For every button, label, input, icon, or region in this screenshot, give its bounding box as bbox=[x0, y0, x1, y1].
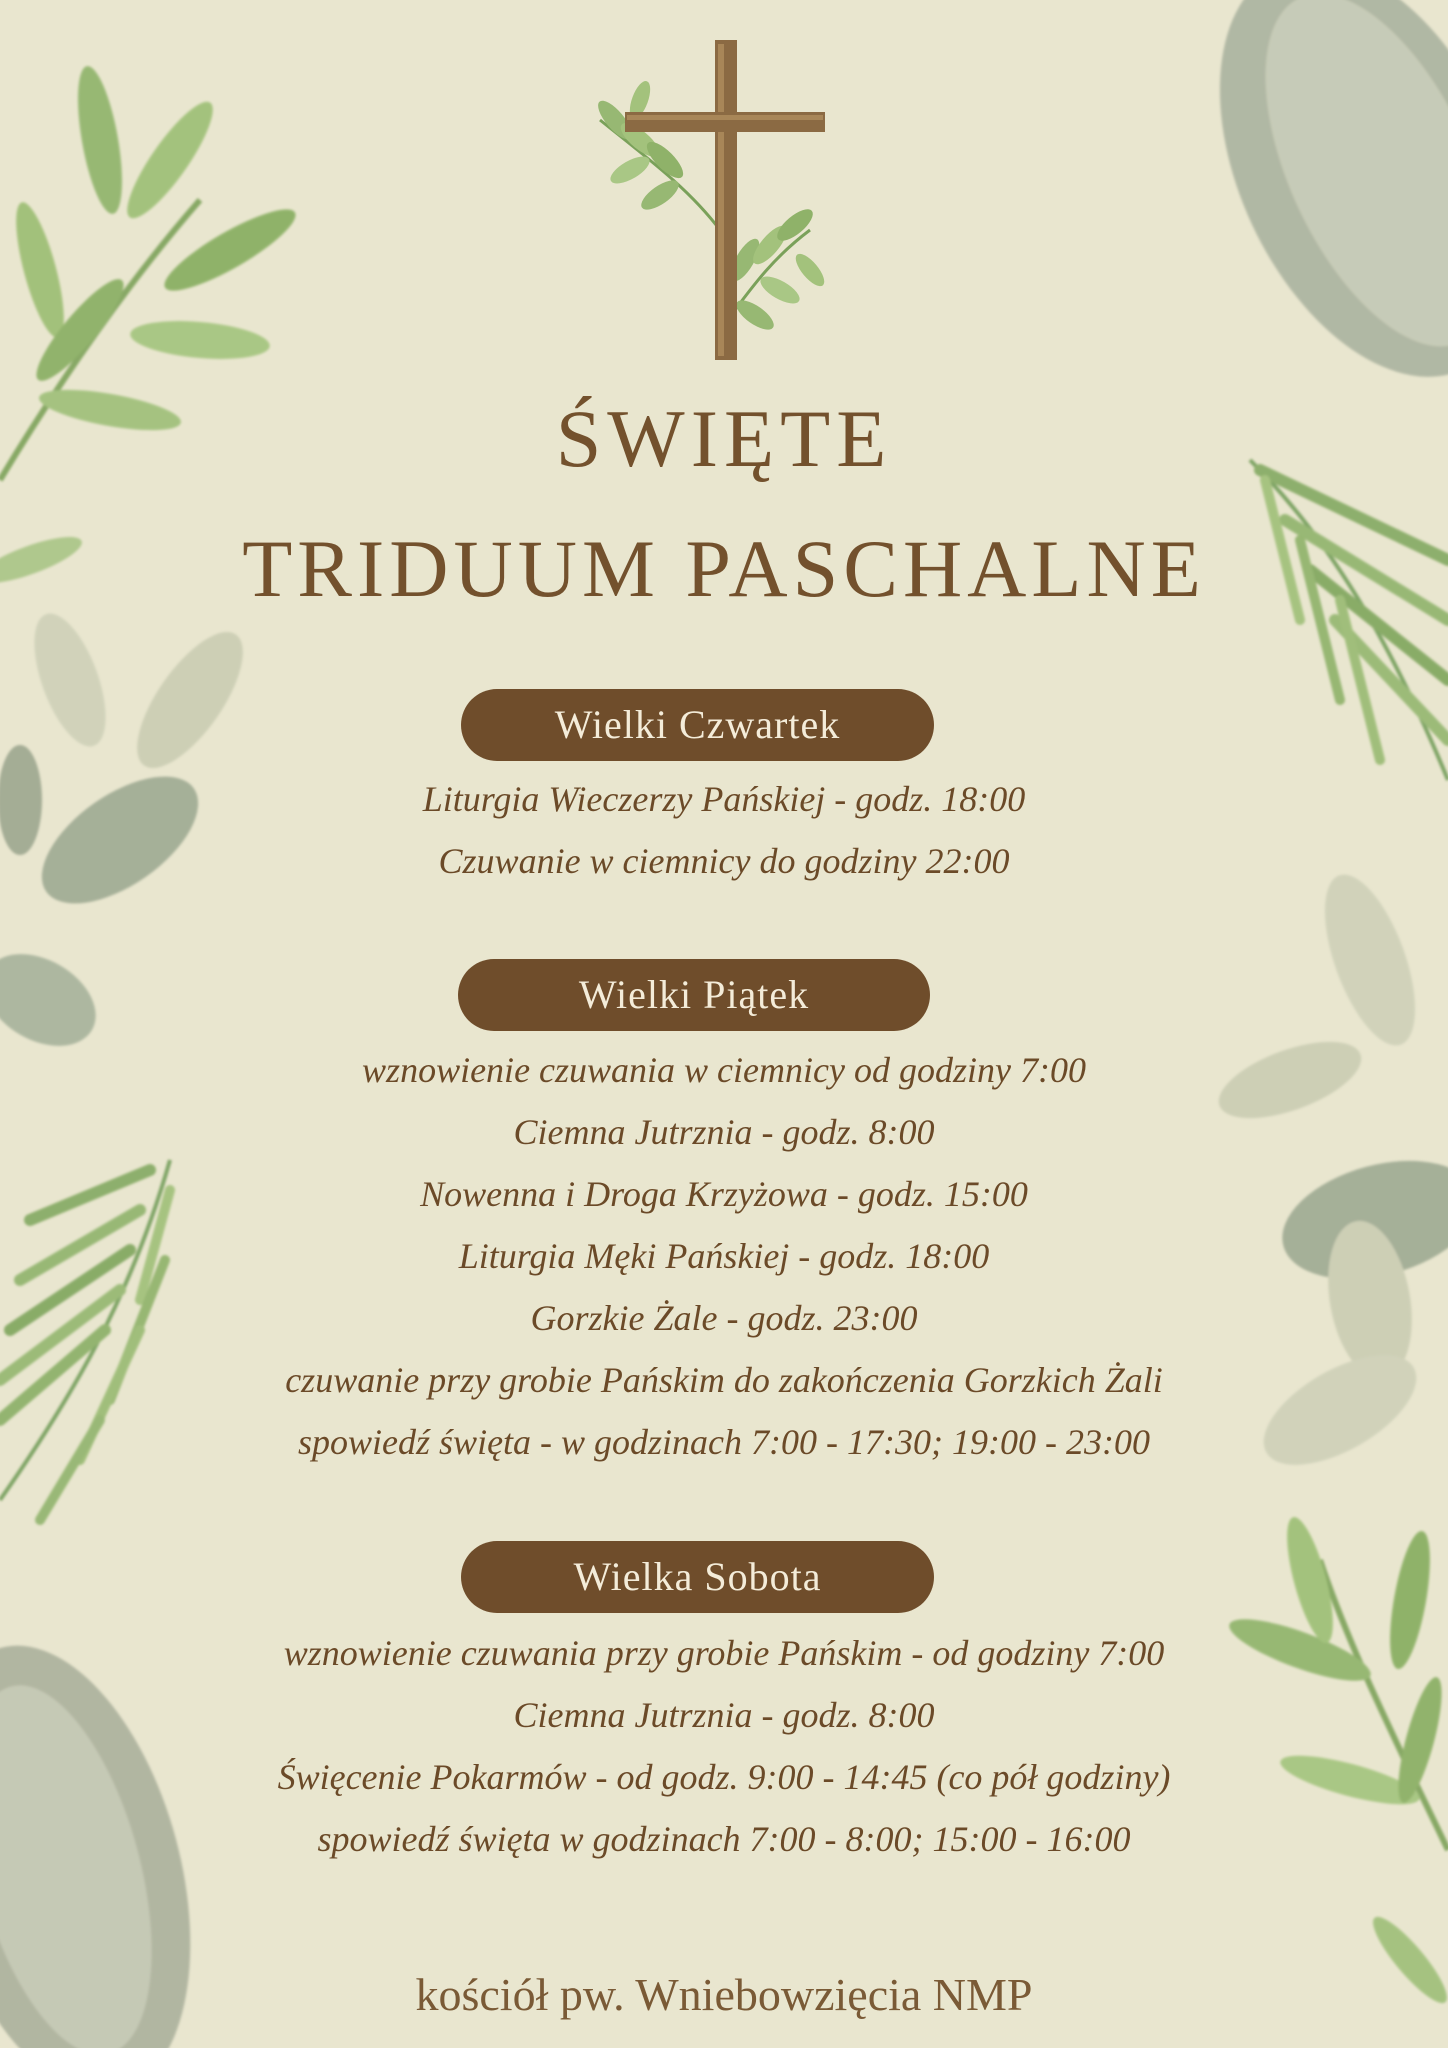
events-saturday bbox=[0, 1622, 1448, 1870]
event-line: Nowenna i Droga Krzyżowa - godz. 15:00 bbox=[420, 1174, 1028, 1214]
event-line: Liturgia Wieczerzy Pańskiej - godz. 18:00 bbox=[422, 779, 1026, 819]
wooden-cross-icon bbox=[570, 30, 870, 370]
event-line: Gorzkie Żale - godz. 23:00 bbox=[530, 1298, 918, 1338]
event-line: Święcenie Pokarmów - od godz. 9:00 - 14:45 (co pół godziny) bbox=[277, 1757, 1171, 1797]
event-line: Liturgia Męki Pańskiej - godz. 18:00 bbox=[458, 1236, 990, 1276]
event-line: Ciemna Jutrznia - godz. 8:00 bbox=[513, 1695, 935, 1735]
title-line-1: ŚWIĘTE bbox=[555, 393, 893, 484]
events-thursday bbox=[0, 768, 1448, 892]
leaf-gray-top-right bbox=[1159, 0, 1448, 424]
title-line-2: TRIDUUM PASCHALNE bbox=[242, 523, 1206, 614]
church-name-footer: kościół pw. Wniebowzięcia NMP bbox=[415, 1969, 1033, 2020]
event-line: spowiedź święta - w godzinach 7:00 - 17:30; 19:00 - 23:00 bbox=[298, 1422, 1150, 1462]
event-line: wznowienie czuwania w ciemnicy od godziny 7:00 bbox=[362, 1050, 1086, 1090]
day-header-friday: Wielki Piątek bbox=[458, 959, 930, 1031]
event-line: spowiedź święta w godzinach 7:00 - 8:00; 15:00 - 16:00 bbox=[317, 1819, 1131, 1859]
day-header-thursday: Wielki Czwartek bbox=[461, 689, 934, 761]
leaf-sprig-top-left bbox=[0, 63, 304, 592]
fern-right bbox=[1250, 460, 1448, 780]
event-line: wznowienie czuwania przy grobie Pańskim - od godziny 7:00 bbox=[283, 1633, 1165, 1673]
event-line: Ciemna Jutrznia - godz. 8:00 bbox=[513, 1112, 935, 1152]
events-friday bbox=[0, 1039, 1448, 1473]
event-line: czuwanie przy grobie Pańskim do zakończenia Gorzkich Żali bbox=[285, 1360, 1163, 1400]
event-line: Czuwanie w ciemnicy do godziny 22:00 bbox=[438, 841, 1010, 881]
day-header-saturday: Wielka Sobota bbox=[461, 1541, 934, 1613]
